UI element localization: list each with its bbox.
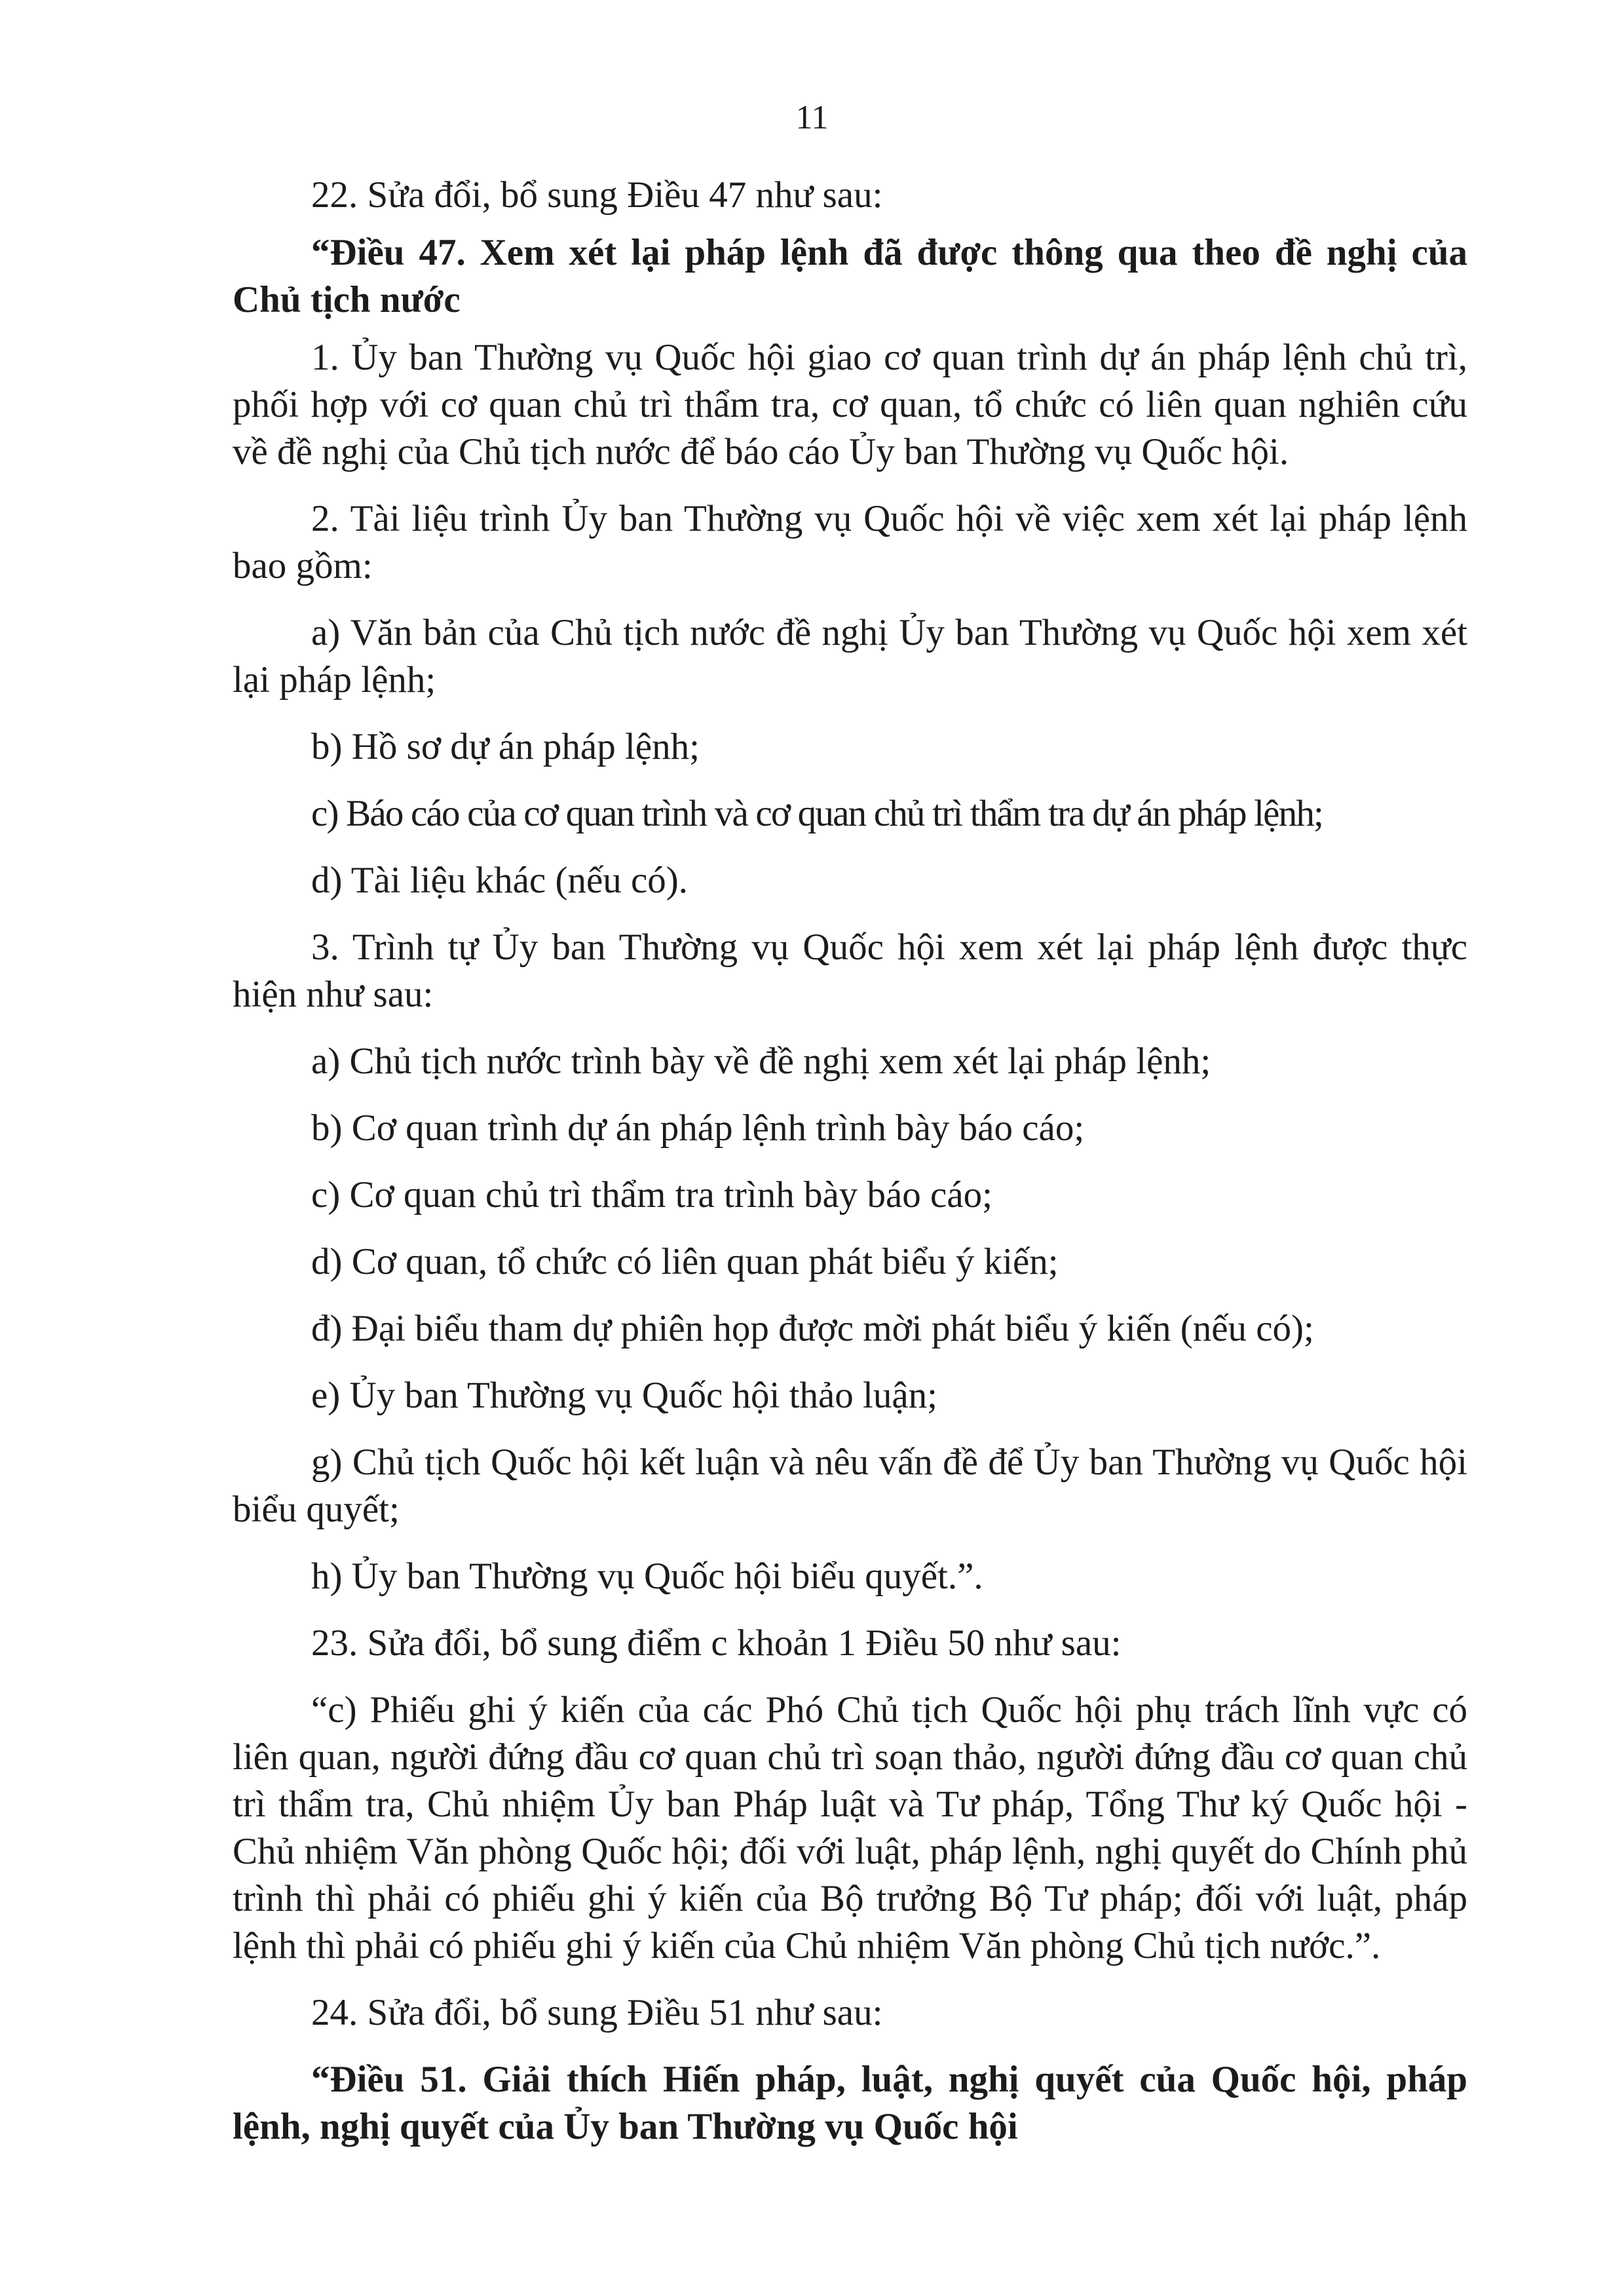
- article-47-clause-3: 3. Trình tự Ủy ban Thường vụ Quốc hội xem xét lại pháp lệnh được thực hiện như sau:: [233, 927, 1467, 1015]
- article-47-heading: “Điều 47. Xem xét lại pháp lệnh đã được thông qua theo đề nghị của Chủ tịch nước: [233, 232, 1467, 320]
- clause-3-point-c: c) Cơ quan chủ trì thẩm tra trình bày báo cáo;: [311, 1174, 992, 1215]
- clause-3-point-e: e) Ủy ban Thường vụ Quốc hội thảo luận;: [311, 1375, 937, 1416]
- article-50-point-c-text: “c) Phiếu ghi ý kiến của các Phó Chủ tịch Quốc hội phụ trách lĩnh vực có liên quan, người đứng đầu cơ quan chủ trì soạn thảo, người đứng đầu cơ quan chủ trì thẩm tra, Chủ nhiệm Ủy ban Pháp luật và Tư pháp, Tổng Thư ký Quốc hội - Chủ nhiệm Văn phòng Quốc hội; đối với luật, pháp lệnh, nghị quyết do Chính phủ trình thì phải có phiếu ghi ý kiến của Bộ trưởng Bộ Tư pháp; đối với luật, pháp lệnh thì phải có phiếu ghi ý kiến của Chủ nhiệm Văn phòng Chủ tịch nước.”.: [233, 1689, 1467, 1966]
- clause-3-point-d: d) Cơ quan, tổ chức có liên quan phát biểu ý kiến;: [311, 1241, 1059, 1282]
- page-number: 11: [795, 99, 829, 136]
- clause-2-point-b: b) Hồ sơ dự án pháp lệnh;: [311, 726, 700, 767]
- clause-2-point-c: c) Báo cáo của cơ quan trình và cơ quan chủ trì thẩm tra dự án pháp lệnh;: [311, 793, 1323, 834]
- clause-3-point-h: h) Ủy ban Thường vụ Quốc hội biểu quyết.”.: [311, 1556, 983, 1597]
- clause-3-point-b: b) Cơ quan trình dự án pháp lệnh trình bày báo cáo;: [311, 1107, 1085, 1149]
- amendment-item-24: 24. Sửa đổi, bổ sung Điều 51 như sau:: [311, 1992, 883, 2033]
- clause-2-point-a: a) Văn bản của Chủ tịch nước đề nghị Ủy ban Thường vụ Quốc hội xem xét lại pháp lệnh;: [233, 612, 1467, 700]
- clause-3-point-g: g) Chủ tịch Quốc hội kết luận và nêu vấn đề để Ủy ban Thường vụ Quốc hội biểu quyết;: [233, 1442, 1467, 1530]
- article-47-clause-2: 2. Tài liệu trình Ủy ban Thường vụ Quốc hội về việc xem xét lại pháp lệnh bao gồm:: [233, 498, 1467, 586]
- clause-3-point-a: a) Chủ tịch nước trình bày về đề nghị xem xét lại pháp lệnh;: [311, 1041, 1211, 1082]
- document-body: [233, 172, 1467, 2151]
- article-47-clause-1: 1. Ủy ban Thường vụ Quốc hội giao cơ quan trình dự án pháp lệnh chủ trì, phối hợp với cơ quan chủ trì thẩm tra, cơ quan, tổ chức có liên quan nghiên cứu về đề nghị của Chủ tịch nước để báo cáo Ủy ban Thường vụ Quốc hội.: [233, 337, 1467, 472]
- amendment-item-22: 22. Sửa đổi, bổ sung Điều 47 như sau:: [311, 174, 883, 216]
- clause-2-point-d: d) Tài liệu khác (nếu có).: [311, 860, 689, 901]
- clause-3-point-dd: đ) Đại biểu tham dự phiên họp được mời phát biểu ý kiến (nếu có);: [311, 1308, 1314, 1349]
- amendment-item-23: 23. Sửa đổi, bổ sung điểm c khoản 1 Điều 50 như sau:: [311, 1622, 1122, 1664]
- article-51-heading: “Điều 51. Giải thích Hiến pháp, luật, nghị quyết của Quốc hội, pháp lệnh, nghị quyết của Ủy ban Thường vụ Quốc hội: [233, 2059, 1467, 2147]
